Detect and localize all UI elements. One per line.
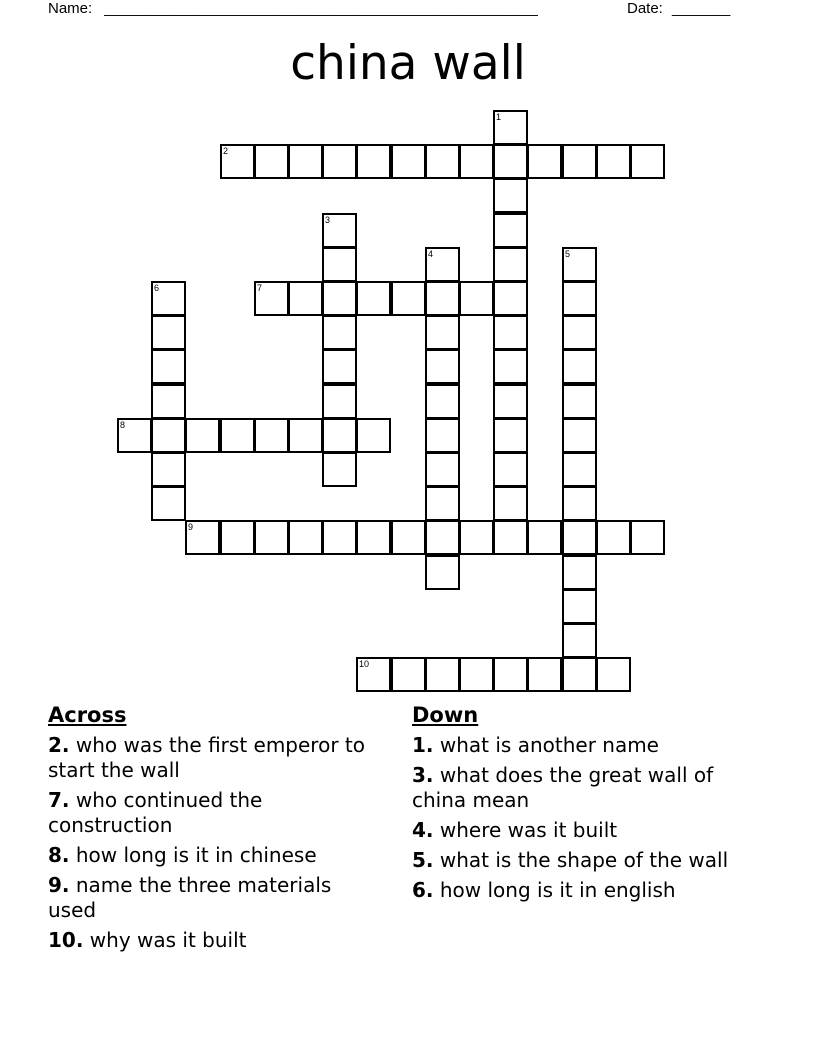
cell-number: 7	[257, 283, 263, 293]
grid-cell[interactable]	[220, 418, 255, 453]
across-clues	[48, 703, 383, 958]
grid-cell[interactable]	[562, 384, 597, 419]
grid-cell[interactable]	[493, 520, 528, 555]
cell-number: 8	[120, 420, 126, 430]
grid-cell[interactable]	[562, 315, 597, 350]
clue-number: 1.	[412, 733, 434, 757]
grid-cell[interactable]	[527, 144, 562, 179]
grid-cell[interactable]	[288, 144, 323, 179]
cell-number: 5	[565, 249, 571, 259]
grid-cell[interactable]	[391, 657, 426, 692]
grid-cell[interactable]	[493, 144, 528, 179]
clue-down-5	[412, 848, 747, 873]
clue-text: how long is it in english	[439, 878, 676, 902]
grid-cell[interactable]	[630, 520, 665, 555]
grid-cell[interactable]	[254, 520, 289, 555]
grid-cell[interactable]	[562, 623, 597, 658]
grid-cell[interactable]	[493, 315, 528, 350]
clue-across-2	[48, 733, 383, 783]
clue-text: where was it built	[439, 818, 618, 842]
cell-number: 2	[223, 146, 229, 156]
grid-cell[interactable]	[356, 418, 391, 453]
grid-cell[interactable]	[459, 144, 494, 179]
grid-cell[interactable]	[562, 555, 597, 590]
grid-cell[interactable]	[493, 486, 528, 521]
page-title: china wall	[290, 36, 526, 91]
grid-cell[interactable]	[356, 144, 391, 179]
grid-cell[interactable]	[493, 247, 528, 282]
grid-cell[interactable]	[322, 281, 357, 316]
grid-cell[interactable]	[527, 657, 562, 692]
grid-cell[interactable]	[493, 178, 528, 213]
grid-cell[interactable]	[596, 520, 631, 555]
grid-cell[interactable]	[322, 418, 357, 453]
grid-cell[interactable]	[254, 144, 289, 179]
grid-cell[interactable]	[254, 281, 289, 316]
clue-down-6	[412, 878, 747, 903]
cell-number: 1	[496, 112, 502, 122]
grid-cell[interactable]	[562, 349, 597, 384]
grid-cell[interactable]	[322, 349, 357, 384]
clue-down-4	[412, 818, 747, 843]
clue-text: how long is it in chinese	[75, 843, 317, 867]
cell-number: 9	[188, 522, 194, 532]
grid-cell[interactable]	[562, 247, 597, 282]
grid-cell[interactable]	[322, 384, 357, 419]
grid-cell[interactable]	[220, 520, 255, 555]
grid-cell[interactable]	[254, 418, 289, 453]
clue-across-7	[48, 788, 383, 838]
clue-text: what does the great wall of china mean	[412, 763, 714, 812]
grid-cell[interactable]	[151, 384, 186, 419]
grid-cell[interactable]	[562, 144, 597, 179]
clue-number: 6.	[412, 878, 434, 902]
clue-text: name the three materials used	[48, 873, 332, 922]
grid-cell[interactable]	[151, 418, 186, 453]
grid-cell[interactable]	[151, 486, 186, 521]
grid-cell[interactable]	[288, 281, 323, 316]
grid-cell[interactable]	[425, 520, 460, 555]
grid-cell[interactable]	[322, 144, 357, 179]
grid-cell[interactable]	[391, 520, 426, 555]
grid-cell[interactable]	[493, 349, 528, 384]
clue-down-3	[412, 763, 747, 813]
grid-cell[interactable]	[425, 247, 460, 282]
grid-cell[interactable]	[322, 247, 357, 282]
clue-number: 4.	[412, 818, 434, 842]
cell-number: 4	[428, 249, 434, 259]
clue-across-9	[48, 873, 383, 923]
grid-cell[interactable]	[425, 657, 460, 692]
grid-cell[interactable]	[151, 315, 186, 350]
grid-cell[interactable]	[425, 349, 460, 384]
grid-cell[interactable]	[425, 315, 460, 350]
grid-cell[interactable]	[425, 384, 460, 419]
grid-cell[interactable]	[288, 418, 323, 453]
name-field[interactable]: ____________________________________________________	[104, 0, 538, 17]
grid-cell[interactable]	[185, 418, 220, 453]
cell-number: 3	[325, 215, 331, 225]
grid-cell[interactable]	[425, 555, 460, 590]
clue-text: what is the shape of the wall	[439, 848, 729, 872]
clue-number: 7.	[48, 788, 70, 812]
grid-cell[interactable]	[425, 144, 460, 179]
grid-cell[interactable]	[322, 452, 357, 487]
date-label: Date:	[627, 0, 663, 17]
grid-cell[interactable]	[322, 213, 357, 248]
grid-cell[interactable]	[391, 144, 426, 179]
clue-number: 9.	[48, 873, 70, 897]
grid-cell[interactable]	[425, 418, 460, 453]
grid-cell[interactable]	[562, 452, 597, 487]
grid-cell[interactable]	[527, 520, 562, 555]
grid-cell[interactable]	[493, 657, 528, 692]
grid-cell[interactable]	[493, 384, 528, 419]
clue-number: 2.	[48, 733, 70, 757]
across-heading: Across	[48, 703, 127, 727]
grid-cell[interactable]	[117, 418, 152, 453]
grid-cell[interactable]	[493, 281, 528, 316]
clue-down-1	[412, 733, 747, 758]
grid-cell[interactable]	[288, 520, 323, 555]
grid-cell[interactable]	[322, 520, 357, 555]
grid-cell[interactable]	[356, 281, 391, 316]
name-label: Name:	[48, 0, 93, 17]
clue-number: 10.	[48, 928, 84, 952]
clue-across-10	[48, 928, 383, 953]
grid-cell[interactable]	[151, 452, 186, 487]
grid-cell[interactable]	[425, 452, 460, 487]
grid-cell[interactable]	[562, 486, 597, 521]
clue-text: who was the first emperor to start the wall	[48, 733, 365, 782]
grid-cell[interactable]	[493, 110, 528, 145]
grid-cell[interactable]	[185, 520, 220, 555]
grid-cell[interactable]	[493, 418, 528, 453]
grid-cell[interactable]	[356, 520, 391, 555]
grid-cell[interactable]	[459, 520, 494, 555]
clue-number: 3.	[412, 763, 434, 787]
clue-text: who continued the construction	[48, 788, 263, 837]
clue-across-8	[48, 843, 383, 868]
cell-number: 6	[154, 283, 160, 293]
clue-text: why was it built	[89, 928, 247, 952]
grid-cell[interactable]	[151, 349, 186, 384]
down-clues	[412, 703, 747, 908]
grid-cell[interactable]	[322, 315, 357, 350]
grid-cell[interactable]	[425, 281, 460, 316]
grid-cell[interactable]	[391, 281, 426, 316]
clue-number: 8.	[48, 843, 70, 867]
grid-cell[interactable]	[562, 589, 597, 624]
clue-text: what is another name	[439, 733, 659, 757]
grid-cell[interactable]	[220, 144, 255, 179]
grid-cell[interactable]	[596, 657, 631, 692]
grid-cell[interactable]	[562, 657, 597, 692]
clue-number: 5.	[412, 848, 434, 872]
grid-cell[interactable]	[493, 452, 528, 487]
grid-cell[interactable]	[562, 520, 597, 555]
grid-cell[interactable]	[562, 418, 597, 453]
grid-cell[interactable]	[562, 281, 597, 316]
cell-number: 10	[359, 659, 370, 669]
grid-cell[interactable]	[459, 281, 494, 316]
date-field[interactable]: _______	[672, 0, 731, 17]
grid-cell[interactable]	[459, 657, 494, 692]
grid-cell[interactable]	[493, 213, 528, 248]
grid-cell[interactable]	[151, 281, 186, 316]
grid-cell[interactable]	[630, 144, 665, 179]
grid-cell[interactable]	[356, 657, 391, 692]
grid-cell[interactable]	[596, 144, 631, 179]
down-heading: Down	[412, 703, 479, 727]
grid-cell[interactable]	[425, 486, 460, 521]
